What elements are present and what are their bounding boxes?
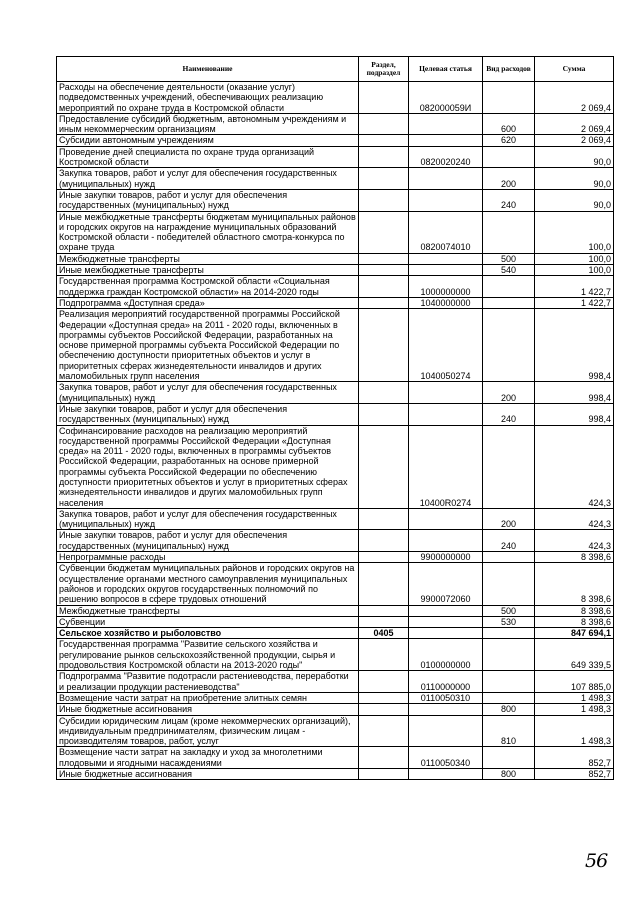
- cell-kind: [483, 146, 535, 168]
- cell-kind: 200: [483, 168, 535, 190]
- cell-sum: 90,0: [535, 189, 614, 211]
- cell-section: [359, 135, 409, 146]
- table-row: [57, 382, 614, 404]
- cell-name: Закупка товаров, работ и услуг для обеспечения государственных (муниципальных) нужд: [57, 382, 359, 404]
- cell-kind: 500: [483, 605, 535, 616]
- cell-section: [359, 189, 409, 211]
- cell-name: Иные закупки товаров, работ и услуг для обеспечения государственных (муниципальных) нужд: [57, 403, 359, 425]
- table-body: [57, 82, 614, 780]
- table-row: [57, 530, 614, 552]
- cell-target: 082000059И: [409, 82, 483, 114]
- cell-name: Возмещение части затрат на закладку и уход за многолетними плодовыми и ягодными насаждениями: [57, 747, 359, 769]
- cell-kind: [483, 692, 535, 703]
- cell-section: 0405: [359, 628, 409, 639]
- cell-target: [409, 704, 483, 715]
- cell-sum: 649 339,5: [535, 639, 614, 671]
- cell-target: 0100000000: [409, 639, 483, 671]
- cell-sum: 847 694,1: [535, 628, 614, 639]
- cell-sum: 2 069,4: [535, 82, 614, 114]
- cell-name: Иные закупки товаров, работ и услуг для обеспечения государственных (муниципальных) нужд: [57, 530, 359, 552]
- table-row: [57, 189, 614, 211]
- table-row: [57, 508, 614, 530]
- cell-name: Непрограммные расходы: [57, 552, 359, 563]
- table-row: [57, 253, 614, 264]
- table-row: [57, 297, 614, 308]
- cell-target: [409, 616, 483, 627]
- cell-kind: [483, 747, 535, 769]
- cell-kind: 200: [483, 382, 535, 404]
- cell-sum: 100,0: [535, 253, 614, 264]
- cell-section: [359, 276, 409, 298]
- cell-section: [359, 146, 409, 168]
- cell-sum: 100,0: [535, 211, 614, 253]
- cell-target: [409, 605, 483, 616]
- table-row: [57, 146, 614, 168]
- cell-name: Закупка товаров, работ и услуг для обеспечения государственных (муниципальных) нужд: [57, 168, 359, 190]
- table-row: [57, 628, 614, 639]
- header-sum: Сумма: [535, 57, 614, 82]
- cell-sum: 8 398,6: [535, 552, 614, 563]
- cell-target: [409, 530, 483, 552]
- cell-sum: 1 498,3: [535, 715, 614, 747]
- cell-kind: [483, 309, 535, 382]
- cell-sum: 1 422,7: [535, 276, 614, 298]
- table-row: [57, 265, 614, 276]
- table-row: [57, 692, 614, 703]
- cell-kind: 540: [483, 265, 535, 276]
- cell-target: 1040000000: [409, 297, 483, 308]
- cell-section: [359, 508, 409, 530]
- cell-sum: 107 885,0: [535, 671, 614, 693]
- cell-section: [359, 715, 409, 747]
- cell-section: [359, 82, 409, 114]
- cell-section: [359, 265, 409, 276]
- cell-target: [409, 769, 483, 780]
- cell-sum: 1 498,3: [535, 704, 614, 715]
- cell-sum: 424,3: [535, 530, 614, 552]
- cell-sum: 2 069,4: [535, 135, 614, 146]
- cell-section: [359, 704, 409, 715]
- table-row: [57, 769, 614, 780]
- cell-sum: 424,3: [535, 508, 614, 530]
- table-row: [57, 309, 614, 382]
- table-row: [57, 552, 614, 563]
- header-section: Раздел, подраздел: [359, 57, 409, 82]
- cell-name: Иные бюджетные ассигнования: [57, 704, 359, 715]
- cell-target: [409, 253, 483, 264]
- cell-section: [359, 253, 409, 264]
- cell-name: Реализация мероприятий государственной программы Российской Федерации «Доступная среда» на 2011 - 2020 годы, включенных в программы субъектов Российской Федерации, разработанных на основе примерной программы субъекта Российской Федерации по обеспечению доступности приоритетных объектов и услуг в приоритетных сферах жизнедеятельности инвалидов и других маломобильных групп населения: [57, 309, 359, 382]
- cell-target: [409, 189, 483, 211]
- cell-target: 1000000000: [409, 276, 483, 298]
- cell-kind: [483, 211, 535, 253]
- cell-kind: [483, 628, 535, 639]
- cell-target: [409, 403, 483, 425]
- header-target: Целевая статья: [409, 57, 483, 82]
- table-row: [57, 605, 614, 616]
- cell-sum: 2 069,4: [535, 113, 614, 135]
- cell-kind: [483, 297, 535, 308]
- cell-sum: 8 398,6: [535, 563, 614, 605]
- cell-sum: 424,3: [535, 425, 614, 508]
- cell-section: [359, 692, 409, 703]
- cell-target: 1040050274: [409, 309, 483, 382]
- table-row: [57, 747, 614, 769]
- cell-name: Государственная программа "Развитие сельского хозяйства и регулирование рынков сельскохозяйственной продукции, сырья и продовольствия Костромской области на 2013-2020 годы": [57, 639, 359, 671]
- cell-kind: 500: [483, 253, 535, 264]
- cell-name: Иные межбюджетные трансферты бюджетам муниципальных районов и городских округов на награждение муниципальных образований Костромской области - победителей областного смотра-конкурса по охране труда: [57, 211, 359, 253]
- cell-name: Софинансирование расходов на реализацию мероприятий государственной программы Российской Федерации «Доступная среда» на 2011 - 2020 годы, включенных в программы субъектов Российской Федерации, разработанных на основе примерной программы субъекта Российской Федерации по обеспечению доступности приоритетных объектов и услуг в приоритетных сферах жизнедеятельности инвалидов и других маломобильных групп населения: [57, 425, 359, 508]
- cell-name: Государственная программа Костромской области «Социальная поддержка граждан Костромской области» на 2014-2020 годы: [57, 276, 359, 298]
- cell-target: 10400R0274: [409, 425, 483, 508]
- cell-kind: 810: [483, 715, 535, 747]
- cell-name: Расходы на обеспечение деятельности (оказание услуг) подведомственных учреждений, обеспечивающих реализацию мероприятий по охране труда в Костромской области: [57, 82, 359, 114]
- page-number: 56: [585, 850, 608, 872]
- cell-name: Иные бюджетные ассигнования: [57, 769, 359, 780]
- cell-name: Субсидии юридическим лицам (кроме некоммерческих организаций), индивидуальным предпринимателям, физическим лицам - производителям товаров, работ, услуг: [57, 715, 359, 747]
- cell-sum: 852,7: [535, 769, 614, 780]
- cell-section: [359, 671, 409, 693]
- cell-target: 0110050310: [409, 692, 483, 703]
- cell-name: Предоставление субсидий бюджетным, автономным учреждениям и иным некоммерческим организациям: [57, 113, 359, 135]
- cell-target: [409, 168, 483, 190]
- cell-target: 0820074010: [409, 211, 483, 253]
- cell-sum: 852,7: [535, 747, 614, 769]
- cell-section: [359, 297, 409, 308]
- cell-kind: 800: [483, 769, 535, 780]
- header-kind: Вид расходов: [483, 57, 535, 82]
- cell-section: [359, 639, 409, 671]
- cell-section: [359, 425, 409, 508]
- cell-name: Субвенции бюджетам муниципальных районов и городских округов на осуществление органами местного самоуправления муниципальных районов и городских округов государственных полномочий по решению вопросов в сфере трудовых отношений: [57, 563, 359, 605]
- cell-target: 0110050340: [409, 747, 483, 769]
- cell-kind: 240: [483, 189, 535, 211]
- table-row: [57, 425, 614, 508]
- cell-target: 9900072060: [409, 563, 483, 605]
- table-row: [57, 113, 614, 135]
- cell-section: [359, 769, 409, 780]
- cell-kind: 620: [483, 135, 535, 146]
- cell-kind: [483, 276, 535, 298]
- cell-section: [359, 113, 409, 135]
- cell-kind: 600: [483, 113, 535, 135]
- table-header-row: [57, 57, 614, 82]
- cell-section: [359, 211, 409, 253]
- cell-section: [359, 552, 409, 563]
- cell-kind: [483, 639, 535, 671]
- table-row: [57, 704, 614, 715]
- cell-target: [409, 135, 483, 146]
- table-row: [57, 671, 614, 693]
- cell-sum: 90,0: [535, 146, 614, 168]
- table-row: [57, 276, 614, 298]
- cell-sum: 1 422,7: [535, 297, 614, 308]
- cell-target: 0110000000: [409, 671, 483, 693]
- table-row: [57, 715, 614, 747]
- cell-name: Субвенции: [57, 616, 359, 627]
- table-row: [57, 211, 614, 253]
- cell-kind: 240: [483, 530, 535, 552]
- cell-section: [359, 382, 409, 404]
- cell-name: Межбюджетные трансферты: [57, 253, 359, 264]
- cell-kind: 530: [483, 616, 535, 627]
- table-row: [57, 135, 614, 146]
- cell-section: [359, 563, 409, 605]
- table-row: [57, 403, 614, 425]
- cell-name: Проведение дней специалиста по охране труда организаций Костромской области: [57, 146, 359, 168]
- table-row: [57, 168, 614, 190]
- header-name: Наименование: [57, 57, 359, 82]
- cell-name: Иные межбюджетные трансферты: [57, 265, 359, 276]
- cell-name: Межбюджетные трансферты: [57, 605, 359, 616]
- cell-target: 9900000000: [409, 552, 483, 563]
- cell-kind: 240: [483, 403, 535, 425]
- cell-kind: [483, 552, 535, 563]
- cell-sum: 100,0: [535, 265, 614, 276]
- table-row: [57, 639, 614, 671]
- cell-target: [409, 265, 483, 276]
- cell-sum: 90,0: [535, 168, 614, 190]
- cell-kind: 200: [483, 508, 535, 530]
- table-row: [57, 616, 614, 627]
- cell-target: [409, 508, 483, 530]
- cell-target: [409, 382, 483, 404]
- cell-name: Иные закупки товаров, работ и услуг для обеспечения государственных (муниципальных) нужд: [57, 189, 359, 211]
- cell-kind: [483, 563, 535, 605]
- cell-sum: 8 398,6: [535, 616, 614, 627]
- table-row: [57, 563, 614, 605]
- cell-kind: [483, 82, 535, 114]
- cell-section: [359, 605, 409, 616]
- cell-target: 0820020240: [409, 146, 483, 168]
- cell-kind: 800: [483, 704, 535, 715]
- cell-name: Закупка товаров, работ и услуг для обеспечения государственных (муниципальных) нужд: [57, 508, 359, 530]
- cell-name: Подпрограмма «Доступная среда»: [57, 297, 359, 308]
- cell-name: Сельское хозяйство и рыболовство: [57, 628, 359, 639]
- cell-kind: [483, 425, 535, 508]
- cell-name: Субсидии автономным учреждениям: [57, 135, 359, 146]
- table-row: [57, 82, 614, 114]
- cell-section: [359, 530, 409, 552]
- cell-section: [359, 309, 409, 382]
- cell-target: [409, 628, 483, 639]
- cell-target: [409, 715, 483, 747]
- cell-section: [359, 168, 409, 190]
- cell-sum: 998,4: [535, 382, 614, 404]
- cell-section: [359, 616, 409, 627]
- cell-name: Возмещение части затрат на приобретение элитных семян: [57, 692, 359, 703]
- cell-sum: 998,4: [535, 309, 614, 382]
- cell-kind: [483, 671, 535, 693]
- cell-sum: 1 498,3: [535, 692, 614, 703]
- cell-name: Подпрограмма "Развитие подотрасли растениеводства, переработки и реализации продукции растениеводства": [57, 671, 359, 693]
- cell-sum: 998,4: [535, 403, 614, 425]
- cell-sum: 8 398,6: [535, 605, 614, 616]
- cell-section: [359, 403, 409, 425]
- budget-table: [56, 56, 614, 780]
- cell-target: [409, 113, 483, 135]
- cell-section: [359, 747, 409, 769]
